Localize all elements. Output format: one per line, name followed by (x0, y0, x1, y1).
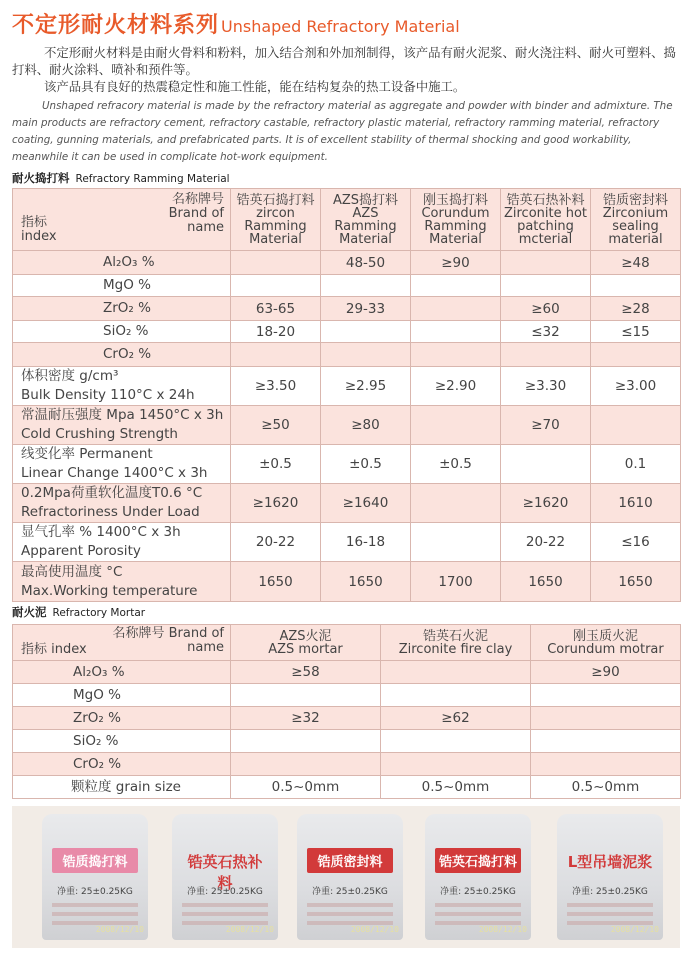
value-cell (411, 523, 501, 562)
value-cell: ±0.5 (321, 445, 411, 484)
bag-label: 锆英石捣打料 (435, 848, 521, 873)
mortar-col-header: 锆英石火泥 Zirconite fire clay (381, 625, 531, 661)
corner-index-zh: 指标 (21, 215, 48, 230)
table-row (13, 484, 681, 523)
table-row (13, 707, 681, 730)
value-cell: 1650 (321, 562, 411, 602)
table-row (13, 730, 681, 753)
value-cell: 1700 (411, 562, 501, 602)
bag-label: L型吊墙泥浆 (567, 853, 653, 871)
mortar-heading-zh: 耐火泥 (12, 605, 47, 619)
value-cell (411, 484, 501, 523)
product-bag-photo (425, 814, 531, 940)
bag-spec: 净重: 25±0.25KG (312, 887, 388, 897)
table-row (13, 321, 681, 343)
table-row (13, 523, 681, 562)
value-cell (501, 343, 591, 367)
row-label: ZrO₂ % (13, 297, 231, 321)
value-cell: 16-18 (321, 523, 411, 562)
bag-spec: 净重: 25±0.25KG (572, 887, 648, 897)
mortar-corner-brand: 名称牌号 Brand of name (112, 626, 224, 655)
corner-brand-en2: name (187, 220, 224, 235)
product-bag-photo (42, 814, 148, 940)
value-cell: ≤32 (501, 321, 591, 343)
value-cell: 0.5~0mm (231, 776, 381, 799)
value-cell (321, 275, 411, 297)
photo-date-stamp: 2008/12/10 (225, 925, 274, 934)
value-cell: ≥90 (411, 251, 501, 275)
row-label: CrO₂ % (13, 343, 231, 367)
value-cell: 0.1 (591, 445, 681, 484)
value-cell: ≥48 (591, 251, 681, 275)
photo-date-stamp: 2008/12/10 (350, 925, 399, 934)
value-cell: ≥2.90 (411, 367, 501, 406)
table-row (13, 297, 681, 321)
intro-en-text: Unshaped refracory material is made by the refractory material as aggregate and powder with binder and admixture. The main products are refractory cement, refractory castable, refractory plastic material, refractory ramming material, refractory coating, gunning materials, and prefabricated parts. It is of excellent stability of thermal shocking and good workability, meanwhile it can be used in complicate hot-work equipment. (12, 100, 673, 163)
value-cell (531, 707, 681, 730)
intro (12, 44, 680, 166)
value-cell: ±0.5 (411, 445, 501, 484)
product-bag-photo (172, 814, 278, 940)
ramming-table (12, 188, 681, 602)
row-label: SiO₂ % (13, 321, 231, 343)
value-cell: ≥2.95 (321, 367, 411, 406)
table-row (13, 562, 681, 602)
value-cell (411, 297, 501, 321)
bag-label: 锆质密封料 (307, 848, 393, 873)
value-cell: ≥1640 (321, 484, 411, 523)
mortar-col-header: AZS火泥 AZS mortar (231, 625, 381, 661)
bag-label: 锆英石热补料 (187, 853, 263, 892)
value-cell: 20-22 (231, 523, 321, 562)
value-cell (411, 343, 501, 367)
value-cell: ≤15 (591, 321, 681, 343)
mortar-heading (12, 604, 145, 620)
value-cell (591, 406, 681, 445)
mortar-table (12, 624, 681, 799)
ramming-corner-index (21, 216, 57, 244)
value-cell (231, 753, 381, 776)
product-bag-photo (297, 814, 403, 940)
value-cell (531, 753, 681, 776)
row-label: 最高使用温度 °C Max.Working temperature (13, 562, 231, 602)
value-cell: ≥50 (231, 406, 321, 445)
row-label: MgO % (13, 275, 231, 297)
value-cell: 1610 (591, 484, 681, 523)
value-cell (321, 343, 411, 367)
value-cell (231, 684, 381, 707)
value-cell (381, 684, 531, 707)
value-cell: ≥28 (591, 297, 681, 321)
value-cell (381, 730, 531, 753)
intro-en (12, 98, 680, 166)
value-cell: ≥3.30 (501, 367, 591, 406)
value-cell: 18-20 (231, 321, 321, 343)
ramming-col-header: 锆英石热补料 Zirconite hot patching mcterial (501, 189, 591, 251)
corner-brand-en: Brand of (168, 206, 224, 221)
photo-date-stamp: 2008/12/10 (478, 925, 527, 934)
row-label: 线变化率 Permanent Linear Change 1400°C x 3h (13, 445, 231, 484)
table-row (13, 251, 681, 275)
value-cell: 29-33 (321, 297, 411, 321)
bag-spec: 净重: 25±0.25KG (440, 887, 516, 897)
table-row (13, 684, 681, 707)
value-cell: ≥60 (501, 297, 591, 321)
ramming-col-header: 锆质密封料 Zirconium sealing material (591, 189, 681, 251)
bag-spec: 净重: 25±0.25KG (187, 887, 263, 897)
value-cell: ≥80 (321, 406, 411, 445)
ramming-col-header: 锆英石捣打料 zircon Ramming Material (231, 189, 321, 251)
value-cell: ≥90 (531, 661, 681, 684)
value-cell (531, 684, 681, 707)
value-cell: ≥58 (231, 661, 381, 684)
value-cell (321, 321, 411, 343)
value-cell: 1650 (501, 562, 591, 602)
intro-zh-1: 不定形耐火材料是由耐火骨料和粉料，加入结合剂和外加剂制得，该产品有耐火泥浆、耐火浇注料、耐火可塑料、捣打料、耐火涂料、喷补和预件等。 (12, 45, 676, 77)
corner-index-en: index (21, 229, 57, 244)
ramming-corner-cell (13, 189, 231, 251)
value-cell: ≥1620 (231, 484, 321, 523)
value-cell (591, 275, 681, 297)
value-cell (411, 406, 501, 445)
value-cell: ≥70 (501, 406, 591, 445)
value-cell (591, 343, 681, 367)
mortar-corner-index: 指标 index (21, 642, 87, 657)
photo-date-stamp: 2008/12/10 (95, 925, 144, 934)
ramming-heading-zh: 耐火捣打料 (12, 171, 70, 185)
value-cell (501, 445, 591, 484)
value-cell: ≥62 (381, 707, 531, 730)
row-label: Al₂O₃ % (13, 661, 231, 684)
value-cell: 0.5~0mm (381, 776, 531, 799)
value-cell: ≥32 (231, 707, 381, 730)
bag-label: 锆质捣打料 (52, 848, 138, 873)
table-row (13, 275, 681, 297)
table-row (13, 776, 681, 799)
mortar-heading-en: Refractory Mortar (52, 607, 146, 619)
value-cell (381, 753, 531, 776)
bag-spec: 净重: 25±0.25KG (57, 887, 133, 897)
value-cell: ≤16 (591, 523, 681, 562)
ramming-col-header: 刚玉捣打料 Corundum Ramming Material (411, 189, 501, 251)
page-title (12, 8, 460, 39)
value-cell: 0.5~0mm (531, 776, 681, 799)
value-cell (411, 321, 501, 343)
value-cell: 63-65 (231, 297, 321, 321)
row-label: SiO₂ % (13, 730, 231, 753)
row-label: 常温耐压强度 Mpa 1450°C x 3h Cold Crushing Strength (13, 406, 231, 445)
mortar-corner-cell (13, 625, 231, 661)
row-label: 颗粒度 grain size (13, 776, 231, 799)
mortar-col-header: 刚玉质火泥 Corundum motrar (531, 625, 681, 661)
value-cell: ±0.5 (231, 445, 321, 484)
table-row (13, 445, 681, 484)
ramming-corner-brand (169, 193, 224, 235)
value-cell (231, 343, 321, 367)
ramming-heading (12, 170, 230, 186)
value-cell: ≥1620 (501, 484, 591, 523)
corner-brand-zh: 名称牌号 (171, 192, 224, 207)
row-label: MgO % (13, 684, 231, 707)
intro-zh-2: 该产品具有良好的热震稳定性和施工性能，能在结构复杂的热工设备中施工。 (44, 79, 466, 94)
product-photos (12, 806, 680, 948)
row-label: 显气孔率 % 1400°C x 3h Apparent Porosity (13, 523, 231, 562)
row-label: 体积密度 g/cm³ Bulk Density 110°C x 24h (13, 367, 231, 406)
photo-date-stamp: 2008/12/10 (610, 925, 659, 934)
table-row (13, 406, 681, 445)
row-label: CrO₂ % (13, 753, 231, 776)
table-row (13, 661, 681, 684)
title-zh: 不定形耐火材料系列 (12, 13, 220, 38)
value-cell: ≥3.50 (231, 367, 321, 406)
value-cell: 1650 (231, 562, 321, 602)
title-en: Unshaped Refractory Material (221, 17, 460, 36)
row-label: ZrO₂ % (13, 707, 231, 730)
table-row (13, 367, 681, 406)
table-row (13, 753, 681, 776)
table-row (13, 343, 681, 367)
value-cell (411, 275, 501, 297)
value-cell: 48-50 (321, 251, 411, 275)
ramming-heading-en: Refractory Ramming Material (75, 173, 230, 185)
value-cell (501, 275, 591, 297)
value-cell (381, 661, 531, 684)
value-cell: 20-22 (501, 523, 591, 562)
value-cell (531, 730, 681, 753)
value-cell: ≥3.00 (591, 367, 681, 406)
ramming-col-header: AZS捣打料 AZS Ramming Material (321, 189, 411, 251)
value-cell (501, 251, 591, 275)
value-cell: 1650 (591, 562, 681, 602)
row-label: 0.2Mpa荷重软化温度T0.6 °C Refractoriness Under Load (13, 484, 231, 523)
value-cell (231, 251, 321, 275)
value-cell (231, 730, 381, 753)
product-bag-photo (557, 814, 663, 940)
value-cell (231, 275, 321, 297)
row-label: Al₂O₃ % (13, 251, 231, 275)
